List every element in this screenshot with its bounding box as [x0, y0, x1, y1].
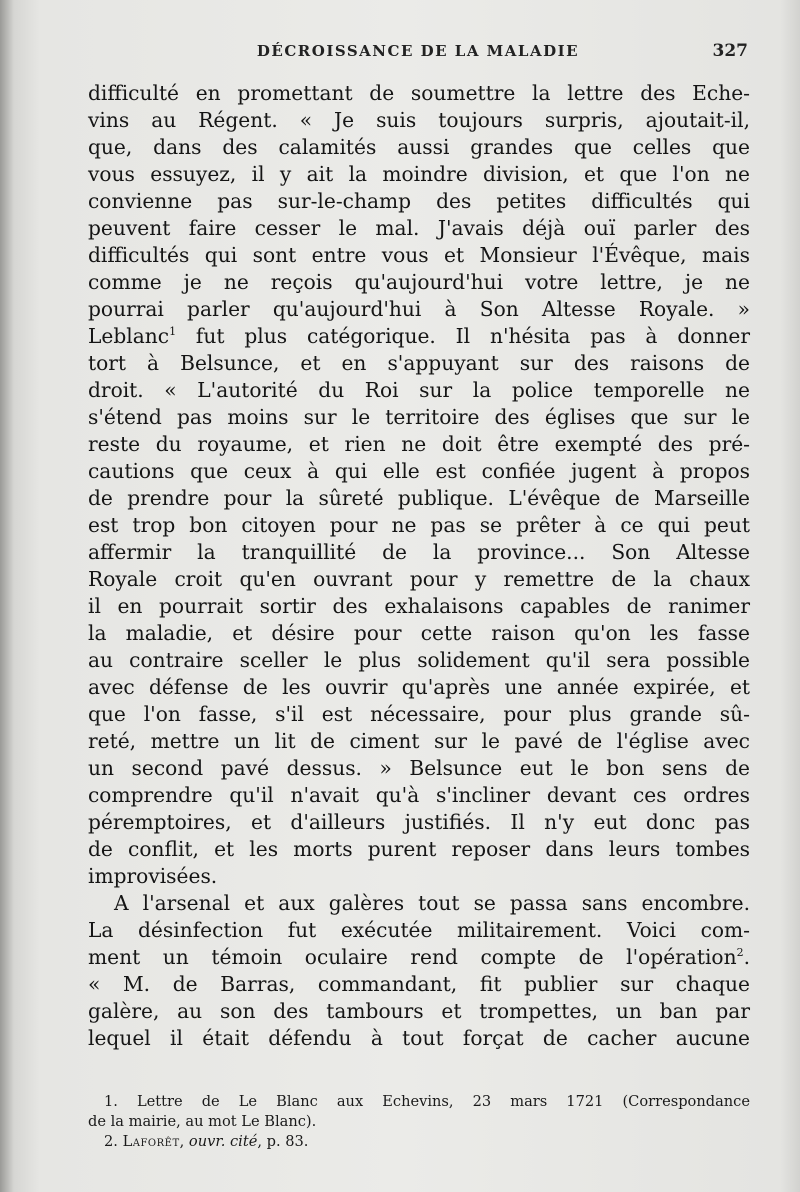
text-fragment: Leblanc — [88, 324, 170, 348]
text-line: reste du royaume, et rien ne doit être exempté des pré- — [88, 432, 750, 456]
footnote-ref-1: 1 — [169, 325, 177, 338]
period: . — [743, 945, 750, 969]
text-line: La désinfection fut exécutée militairement. Voici com- — [88, 918, 750, 942]
text-line: de conflit, et les morts purent reposer dans leurs tombes — [88, 837, 750, 861]
text-line: « M. de Barras, commandant, fit publier sur chaque — [88, 972, 750, 996]
text-line: la maladie, et désire pour cette raison qu'on les fasse — [88, 621, 750, 645]
text-line: comprendre qu'il n'avait qu'à s'incliner devant ces ordres — [88, 783, 750, 807]
text-line: au contraire sceller le plus solidement qu'il sera possible — [88, 648, 750, 672]
text-line: convienne pas sur-le-champ des petites difficultés qui — [88, 189, 750, 213]
footnote-ref-2: 2 — [736, 946, 744, 959]
text-line: reté, mettre un lit de ciment sur le pavé de l'église avec — [88, 729, 750, 753]
text-line: lequel il était défendu à tout forçat de cacher aucune — [88, 1026, 750, 1050]
footnote-2-work: ouvr. cité — [188, 1133, 258, 1150]
text-line: tort à Belsunce, et en s'appuyant sur des raisons de — [88, 351, 750, 375]
text-line: que l'on fasse, s'il est nécessaire, pour plus grande sû- — [88, 702, 750, 726]
text-line: avec défense de les ouvrir qu'après une année expirée, et — [88, 675, 750, 699]
text-line: comme je ne reçois qu'aujourd'hui votre lettre, je ne — [88, 270, 750, 294]
text-line: de prendre pour la sûreté publique. L'évêque de Marseille — [88, 486, 750, 510]
text-line: A l'arsenal et aux galères tout se passa sans encombre. — [114, 891, 750, 915]
text-line: péremptoires, et d'ailleurs justifiés. Il n'y eut donc pas — [88, 810, 750, 834]
text-line: peuvent faire cesser le mal. J'avais déjà ouï parler des — [88, 216, 750, 240]
footnotes — [88, 1092, 750, 1152]
footnote-2-page: , p. 83. — [257, 1133, 309, 1150]
text-line: un second pavé dessus. » Belsunce eut le bon sens de — [88, 756, 750, 780]
body-text — [88, 80, 750, 1052]
text-fragment: ment un témoin oculaire rend compte de l'opération — [88, 945, 737, 969]
footnote-2-sep: , — [179, 1133, 189, 1150]
text-line: cautions que ceux à qui elle est confiée jugent à propos — [88, 459, 750, 483]
running-header — [88, 38, 748, 62]
text-line: il en pourrait sortir des exhalaisons capables de ranimer — [88, 594, 750, 618]
text-line: pourrai parler qu'aujourd'hui à Son Altesse Royale. » — [88, 297, 750, 321]
text-line: que, dans des calamités aussi grandes que celles que — [88, 135, 750, 159]
text-line: difficultés qui sont entre vous et Monsieur l'Évêque, mais — [88, 243, 750, 267]
text-line: affermir la tranquillité de la province... Son Altesse — [88, 540, 750, 564]
footnote-2-author: Laforêt — [122, 1133, 180, 1150]
text-line — [88, 323, 750, 350]
text-line: s'étend pas moins sur le territoire des églises que sur le — [88, 405, 750, 429]
text-line: vous essuyez, il y ait la moindre division, et que l'on ne — [88, 162, 750, 186]
text-line: est trop bon citoyen pour ne pas se prêter à ce qui peut — [88, 513, 750, 537]
footnote-2 — [88, 1132, 750, 1152]
page-number: 327 — [712, 41, 748, 61]
footnote-1-line-1: 1. Lettre de Le Blanc aux Echevins, 23 mars 1721 (Correspondance — [104, 1093, 750, 1110]
text-line: droit. « L'autorité du Roi sur la police temporelle ne — [88, 378, 750, 402]
footnote-1-line-2: de la mairie, au mot Le Blanc). — [88, 1113, 317, 1130]
text-line: difficulté en promettant de soumettre la lettre des Eche- — [88, 81, 750, 105]
text-line: galère, au son des tambours et trompettes, un ban par — [88, 999, 750, 1023]
chapter-title: DÉCROISSANCE DE LA MALADIE — [256, 42, 580, 60]
footnote-2-prefix: 2. — [104, 1133, 123, 1150]
text-line — [88, 944, 750, 971]
text-line: improvisées. — [88, 864, 218, 888]
text-fragment: fut plus catégorique. Il n'hésita pas à donner — [176, 324, 750, 348]
text-line: vins au Régent. « Je suis toujours surpris, ajoutait-il, — [88, 108, 750, 132]
text-line: Royale croit qu'en ouvrant pour y remettre de la chaux — [88, 567, 750, 591]
